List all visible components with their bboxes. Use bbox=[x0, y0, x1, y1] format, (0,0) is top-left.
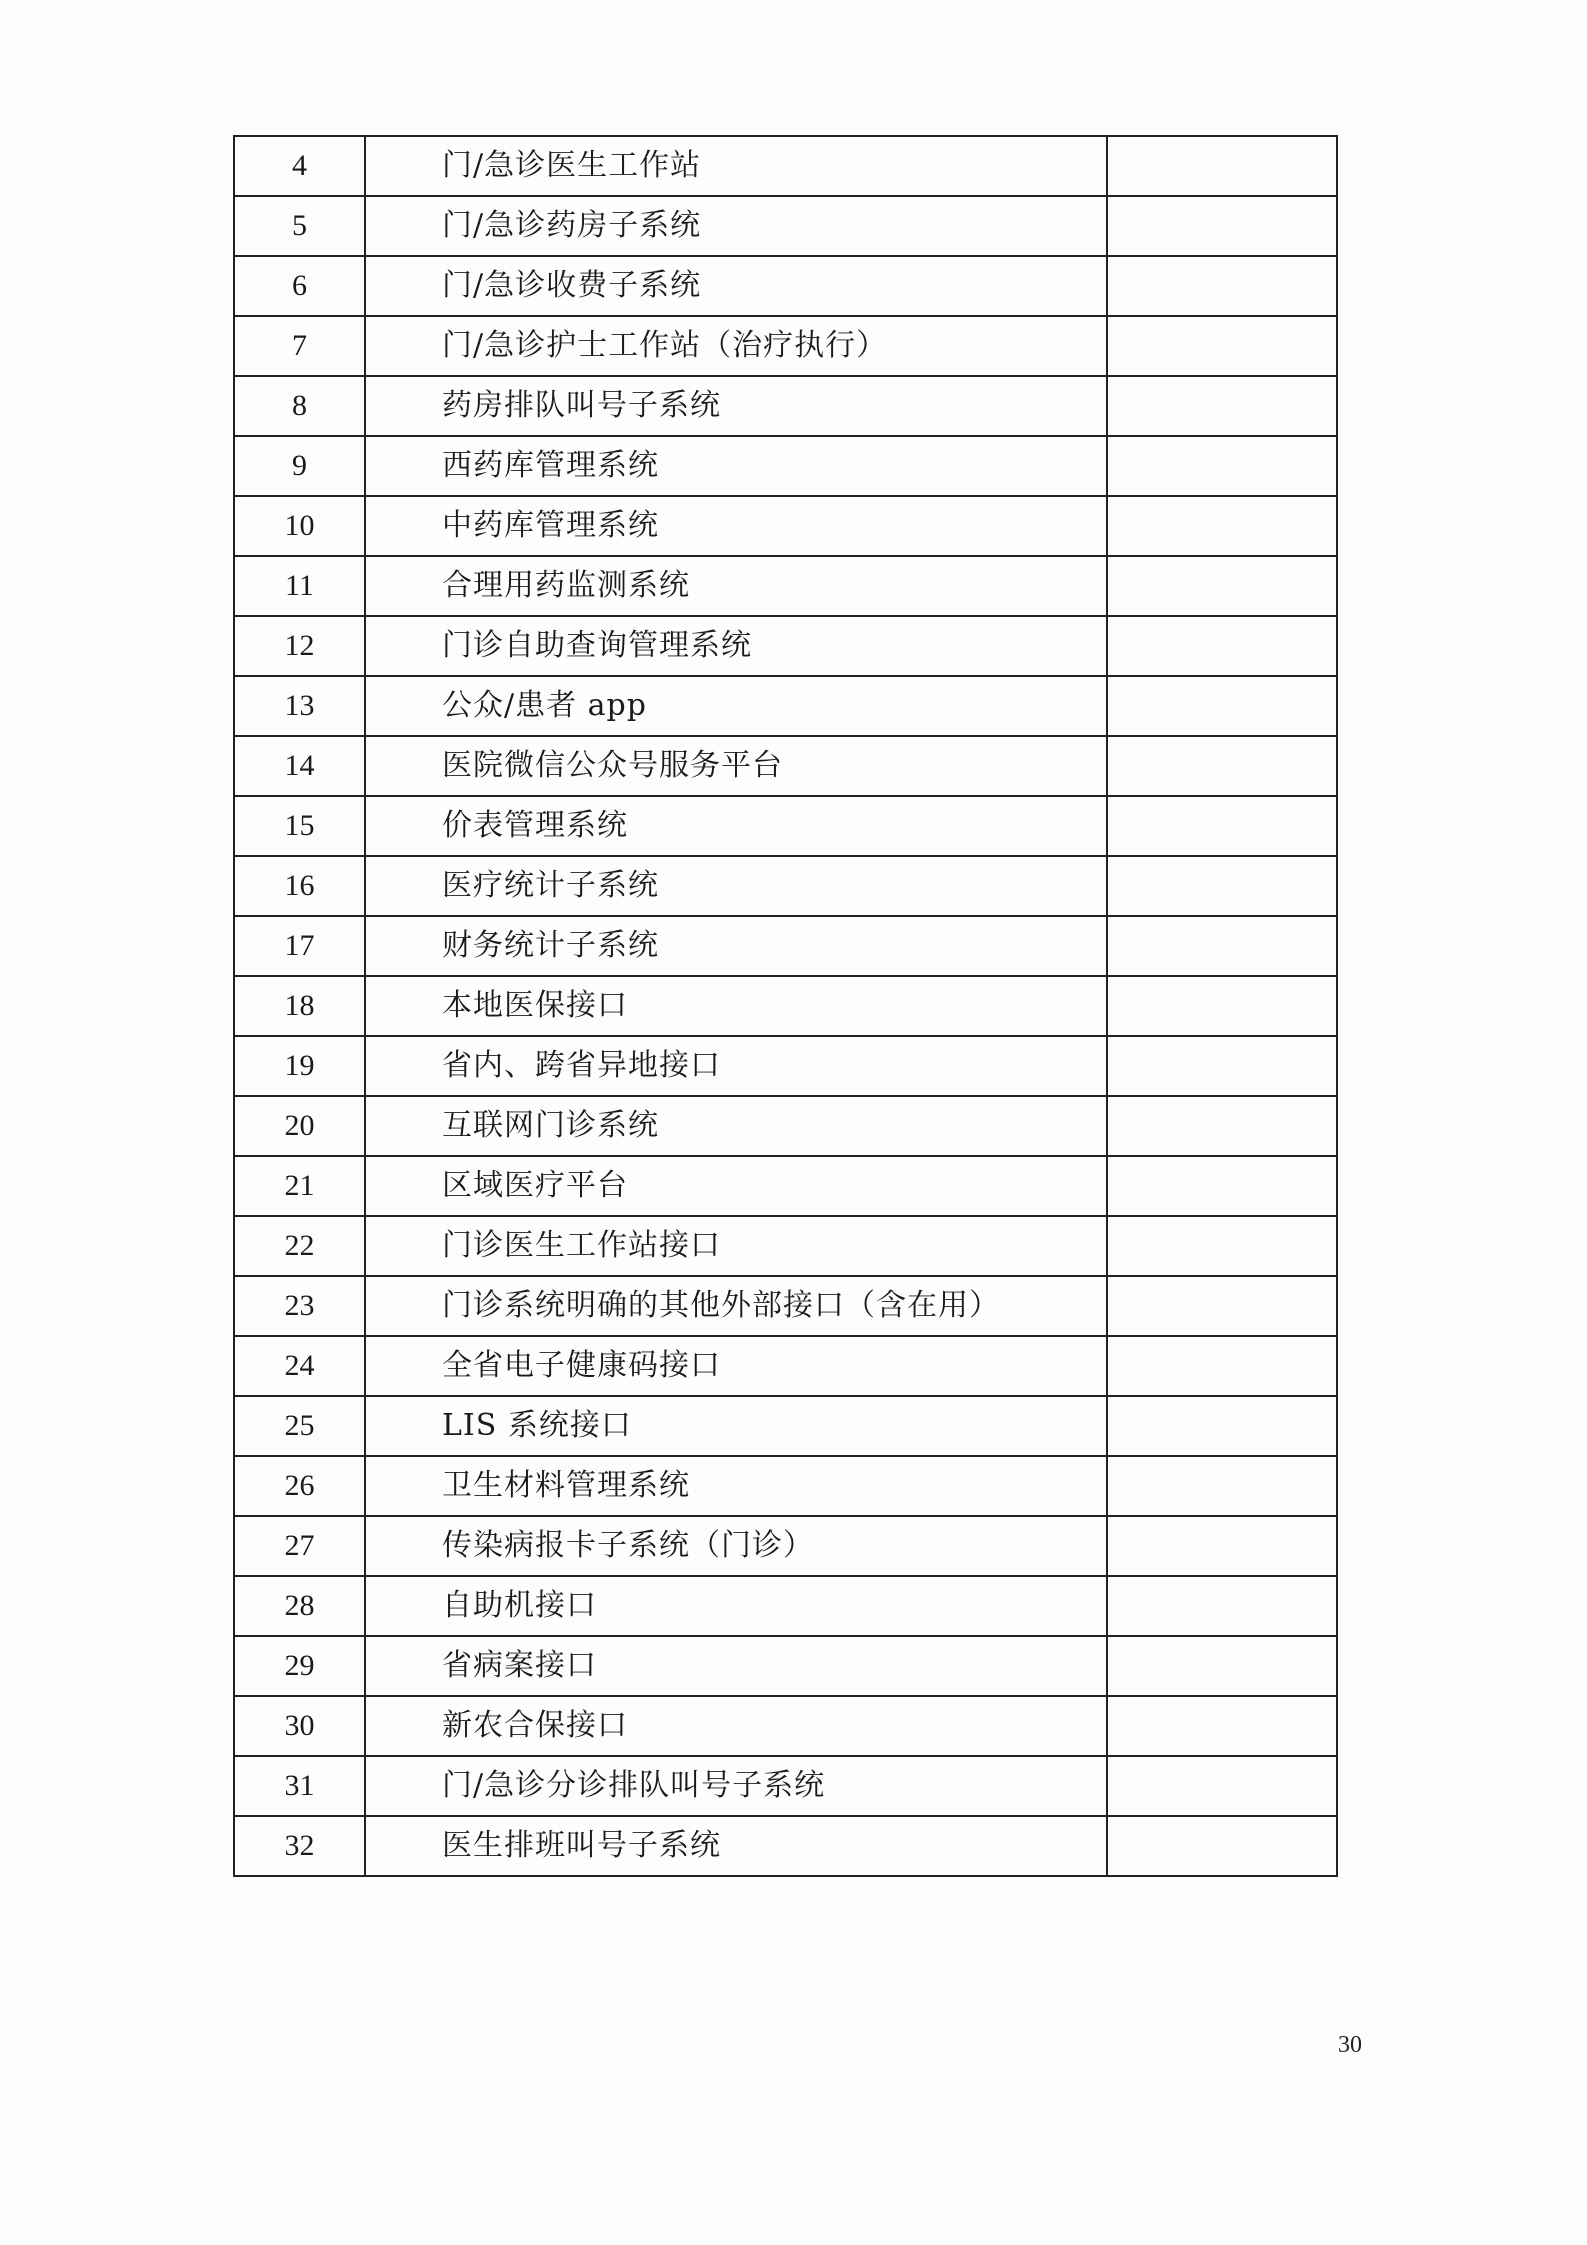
row-number-cell: 29 bbox=[234, 1636, 365, 1696]
system-name-cell: 传染病报卡子系统（门诊） bbox=[365, 1516, 1107, 1576]
table-row bbox=[234, 376, 1337, 436]
note-cell bbox=[1107, 1396, 1337, 1456]
row-number-cell: 19 bbox=[234, 1036, 365, 1096]
system-name-cell: 互联网门诊系统 bbox=[365, 1096, 1107, 1156]
note-cell bbox=[1107, 976, 1337, 1036]
row-number-cell: 6 bbox=[234, 256, 365, 316]
note-cell bbox=[1107, 616, 1337, 676]
row-number-cell: 15 bbox=[234, 796, 365, 856]
note-cell bbox=[1107, 136, 1337, 196]
row-number-cell: 13 bbox=[234, 676, 365, 736]
table-row bbox=[234, 1156, 1337, 1216]
note-cell bbox=[1107, 1576, 1337, 1636]
system-name-cell: LIS 系统接口 bbox=[365, 1396, 1107, 1456]
row-number-cell: 22 bbox=[234, 1216, 365, 1276]
note-cell bbox=[1107, 496, 1337, 556]
table-row bbox=[234, 676, 1337, 736]
note-cell bbox=[1107, 256, 1337, 316]
system-name-cell: 门/急诊药房子系统 bbox=[365, 196, 1107, 256]
table-row bbox=[234, 1756, 1337, 1816]
row-number-cell: 5 bbox=[234, 196, 365, 256]
note-cell bbox=[1107, 856, 1337, 916]
system-name-cell: 门/急诊分诊排队叫号子系统 bbox=[365, 1756, 1107, 1816]
system-name-cell: 医生排班叫号子系统 bbox=[365, 1816, 1107, 1876]
note-cell bbox=[1107, 1096, 1337, 1156]
row-number-cell: 10 bbox=[234, 496, 365, 556]
page-number: 30 bbox=[1338, 2032, 1362, 2058]
table-row bbox=[234, 556, 1337, 616]
system-name-cell: 价表管理系统 bbox=[365, 796, 1107, 856]
note-cell bbox=[1107, 316, 1337, 376]
system-name-cell: 自助机接口 bbox=[365, 1576, 1107, 1636]
row-number-cell: 9 bbox=[234, 436, 365, 496]
system-name-cell: 中药库管理系统 bbox=[365, 496, 1107, 556]
system-list-table-container bbox=[233, 135, 1336, 1877]
note-cell bbox=[1107, 1156, 1337, 1216]
table-body bbox=[234, 136, 1337, 1876]
note-cell bbox=[1107, 676, 1337, 736]
table-row bbox=[234, 1036, 1337, 1096]
system-name-cell: 全省电子健康码接口 bbox=[365, 1336, 1107, 1396]
system-name-cell: 新农合保接口 bbox=[365, 1696, 1107, 1756]
row-number-cell: 27 bbox=[234, 1516, 365, 1576]
row-number-cell: 4 bbox=[234, 136, 365, 196]
table-row bbox=[234, 1336, 1337, 1396]
note-cell bbox=[1107, 796, 1337, 856]
table-row bbox=[234, 916, 1337, 976]
note-cell bbox=[1107, 1036, 1337, 1096]
table-row bbox=[234, 316, 1337, 376]
row-number-cell: 12 bbox=[234, 616, 365, 676]
row-number-cell: 28 bbox=[234, 1576, 365, 1636]
system-name-cell: 药房排队叫号子系统 bbox=[365, 376, 1107, 436]
row-number-cell: 26 bbox=[234, 1456, 365, 1516]
note-cell bbox=[1107, 1696, 1337, 1756]
system-name-cell: 卫生材料管理系统 bbox=[365, 1456, 1107, 1516]
table-row bbox=[234, 436, 1337, 496]
table-row bbox=[234, 1516, 1337, 1576]
system-name-cell: 西药库管理系统 bbox=[365, 436, 1107, 496]
note-cell bbox=[1107, 1636, 1337, 1696]
table-row bbox=[234, 1456, 1337, 1516]
row-number-cell: 32 bbox=[234, 1816, 365, 1876]
table-row bbox=[234, 976, 1337, 1036]
table-row bbox=[234, 1276, 1337, 1336]
table-row bbox=[234, 736, 1337, 796]
system-name-cell: 门/急诊收费子系统 bbox=[365, 256, 1107, 316]
system-name-cell: 省内、跨省异地接口 bbox=[365, 1036, 1107, 1096]
table-row bbox=[234, 1396, 1337, 1456]
note-cell bbox=[1107, 736, 1337, 796]
table-row bbox=[234, 616, 1337, 676]
system-name-cell: 门/急诊护士工作站（治疗执行） bbox=[365, 316, 1107, 376]
row-number-cell: 31 bbox=[234, 1756, 365, 1816]
note-cell bbox=[1107, 436, 1337, 496]
system-name-cell: 门诊系统明确的其他外部接口（含在用） bbox=[365, 1276, 1107, 1336]
note-cell bbox=[1107, 196, 1337, 256]
row-number-cell: 25 bbox=[234, 1396, 365, 1456]
table-row bbox=[234, 1216, 1337, 1276]
row-number-cell: 11 bbox=[234, 556, 365, 616]
row-number-cell: 17 bbox=[234, 916, 365, 976]
note-cell bbox=[1107, 1276, 1337, 1336]
row-number-cell: 16 bbox=[234, 856, 365, 916]
row-number-cell: 8 bbox=[234, 376, 365, 436]
row-number-cell: 21 bbox=[234, 1156, 365, 1216]
table-row bbox=[234, 1816, 1337, 1876]
note-cell bbox=[1107, 1216, 1337, 1276]
table-row bbox=[234, 496, 1337, 556]
note-cell bbox=[1107, 556, 1337, 616]
table-row bbox=[234, 856, 1337, 916]
note-cell bbox=[1107, 1456, 1337, 1516]
row-number-cell: 7 bbox=[234, 316, 365, 376]
system-name-cell: 合理用药监测系统 bbox=[365, 556, 1107, 616]
table-row bbox=[234, 1576, 1337, 1636]
note-cell bbox=[1107, 1756, 1337, 1816]
table-row bbox=[234, 1696, 1337, 1756]
system-name-cell: 门/急诊医生工作站 bbox=[365, 136, 1107, 196]
table-row bbox=[234, 196, 1337, 256]
system-name-cell: 区域医疗平台 bbox=[365, 1156, 1107, 1216]
row-number-cell: 20 bbox=[234, 1096, 365, 1156]
system-name-cell: 本地医保接口 bbox=[365, 976, 1107, 1036]
note-cell bbox=[1107, 1516, 1337, 1576]
system-name-cell: 门诊自助查询管理系统 bbox=[365, 616, 1107, 676]
note-cell bbox=[1107, 916, 1337, 976]
row-number-cell: 14 bbox=[234, 736, 365, 796]
system-list-table bbox=[233, 135, 1338, 1877]
row-number-cell: 30 bbox=[234, 1696, 365, 1756]
note-cell bbox=[1107, 1816, 1337, 1876]
table-row bbox=[234, 256, 1337, 316]
table-row bbox=[234, 1096, 1337, 1156]
row-number-cell: 23 bbox=[234, 1276, 365, 1336]
system-name-cell: 省病案接口 bbox=[365, 1636, 1107, 1696]
table-row bbox=[234, 136, 1337, 196]
system-name-cell: 医疗统计子系统 bbox=[365, 856, 1107, 916]
row-number-cell: 24 bbox=[234, 1336, 365, 1396]
row-number-cell: 18 bbox=[234, 976, 365, 1036]
table-row bbox=[234, 796, 1337, 856]
system-name-cell: 公众/患者 app bbox=[365, 676, 1107, 736]
table-row bbox=[234, 1636, 1337, 1696]
note-cell bbox=[1107, 1336, 1337, 1396]
system-name-cell: 门诊医生工作站接口 bbox=[365, 1216, 1107, 1276]
system-name-cell: 财务统计子系统 bbox=[365, 916, 1107, 976]
system-name-cell: 医院微信公众号服务平台 bbox=[365, 736, 1107, 796]
note-cell bbox=[1107, 376, 1337, 436]
